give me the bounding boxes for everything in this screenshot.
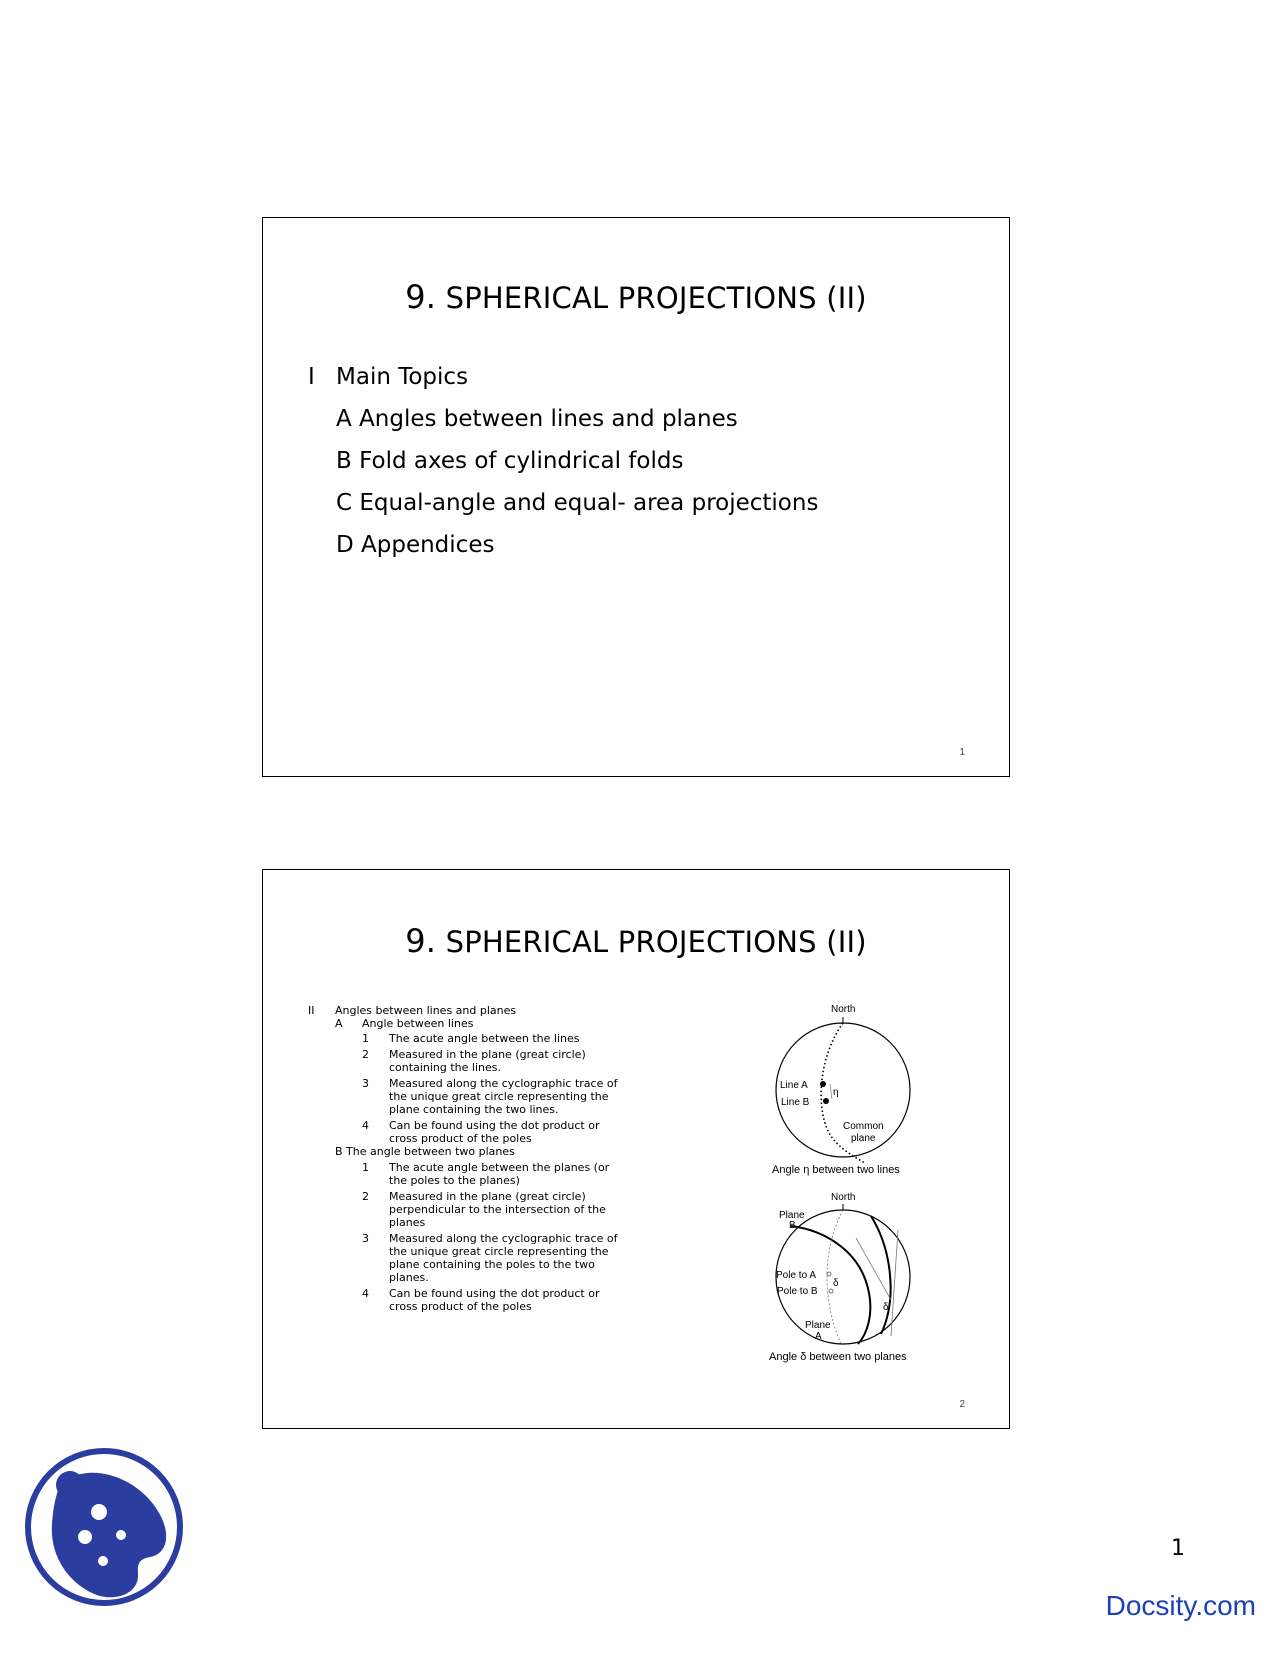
outline-part-a (308, 1017, 629, 1030)
line-a-label: Line A (780, 1080, 808, 1091)
list-item (308, 1048, 629, 1074)
item-text: Can be found using the dot product or cross product of the poles (389, 1287, 600, 1313)
outline-section (308, 1004, 629, 1017)
section-title: Main Topics (336, 364, 469, 390)
figure-caption: Angle δ between two planes (769, 1351, 907, 1363)
delta-symbol: δ (833, 1278, 839, 1289)
item-text: Measured in the plane (great circle) containing the lines. (389, 1048, 586, 1074)
common-plane-label: plane (851, 1133, 876, 1144)
plane-a-trace (871, 1216, 891, 1334)
item-text: Measured along the cyclographic trace of the unique great circle representing the plane containing the two lines. (389, 1077, 618, 1116)
line-b-point (823, 1098, 829, 1104)
title-number: 9. (405, 922, 437, 960)
item-number: 3 (362, 1077, 369, 1090)
list-item (308, 1287, 629, 1313)
item-number: 1 (362, 1032, 369, 1045)
outline-section-title: Angles between lines and planes (335, 1004, 517, 1017)
outline-part-b (308, 1145, 629, 1158)
slide-page-number: 1 (959, 747, 965, 758)
document-page-number: 1 (1171, 1536, 1185, 1561)
topic-item: D Appendices (336, 532, 495, 558)
list-item (308, 1032, 629, 1045)
topic-item: A Angles between lines and planes (336, 406, 738, 432)
main-topics-list (308, 356, 818, 566)
item-number: 4 (362, 1119, 369, 1132)
delta-symbol: δ (883, 1302, 889, 1313)
plane-b-label: B (789, 1220, 796, 1231)
item-text: The acute angle between the lines (389, 1032, 580, 1045)
brand-link[interactable]: Docsity.com (1105, 1590, 1256, 1621)
eta-arrow (830, 1084, 832, 1099)
slide-page-number: 2 (959, 1399, 965, 1410)
line-b-label: Line B (781, 1097, 810, 1108)
outline-text (308, 1004, 629, 1313)
logo-dot (98, 1556, 108, 1566)
pole-b-point (829, 1289, 833, 1293)
item-text: The acute angle between the planes (or the poles to the planes) (389, 1161, 610, 1187)
plane-b-trace (791, 1226, 870, 1344)
item-number: 1 (362, 1161, 369, 1174)
slide-2-title (263, 922, 1009, 960)
slide-1-title (263, 278, 1009, 316)
pole-a-label: Pole to A (776, 1270, 817, 1281)
item-number: 4 (362, 1287, 369, 1300)
north-label: North (831, 1004, 856, 1015)
plane-b-label: Plane (779, 1210, 805, 1221)
pole-a-point (827, 1272, 831, 1276)
title-text: SPHERICAL PROJECTIONS (II) (445, 281, 867, 315)
plane-a-label: Plane (805, 1320, 831, 1331)
pole-b-label: Pole to B (777, 1286, 818, 1297)
topics-heading (308, 356, 818, 398)
logo-dot (78, 1530, 92, 1544)
outline-part-title: B The angle between two planes (335, 1145, 515, 1158)
topic-item: C Equal-angle and equal- area projections (336, 490, 819, 516)
list-item (308, 1119, 629, 1145)
outline-part-title: Angle between lines (362, 1017, 474, 1030)
item-number: 2 (362, 1048, 369, 1061)
logo-dot (116, 1530, 126, 1540)
item-number: 2 (362, 1190, 369, 1203)
common-plane-label: Common (843, 1121, 884, 1132)
logo-shape (56, 1471, 84, 1499)
list-item (308, 1232, 629, 1284)
stereonet-lines-figure (723, 998, 963, 1183)
north-label: North (831, 1192, 856, 1203)
title-number: 9. (405, 278, 437, 316)
slide-2 (262, 869, 1010, 1429)
topic-item: B Fold axes of cylindrical folds (336, 448, 684, 474)
item-text: Measured along the cyclographic trace of the unique great circle representing the plane containing the poles to the two planes. (389, 1232, 618, 1284)
docsity-logo-icon (22, 1445, 187, 1610)
section-numeral: I (308, 364, 315, 390)
list-item (308, 1161, 629, 1187)
logo-dot (91, 1504, 107, 1520)
outline-numeral: II (308, 1004, 315, 1017)
item-number: 3 (362, 1232, 369, 1245)
line-a-point (820, 1081, 826, 1087)
slide-1 (262, 217, 1010, 777)
title-text: SPHERICAL PROJECTIONS (II) (445, 925, 867, 959)
item-text: Can be found using the dot product or cross product of the poles (389, 1119, 600, 1145)
figure-caption: Angle η between two lines (772, 1164, 900, 1176)
plane-a-label: A (815, 1331, 822, 1342)
list-item (308, 1190, 629, 1229)
stereonet-planes-figure (723, 1188, 963, 1388)
list-item (308, 1077, 629, 1116)
outline-letter: A (335, 1017, 343, 1030)
item-text: Measured in the plane (great circle) perpendicular to the intersection of the planes (389, 1190, 606, 1229)
eta-symbol: η (833, 1087, 839, 1098)
